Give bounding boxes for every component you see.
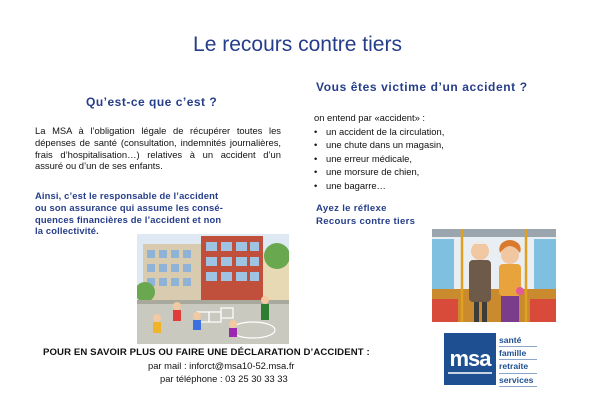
logo-word: famille <box>499 347 537 360</box>
reflexe-callout <box>316 203 415 228</box>
msa-logo <box>444 333 569 385</box>
logo-word: retraite <box>499 360 537 373</box>
accident-list <box>314 125 444 192</box>
bullet-icon: • <box>314 166 318 178</box>
bus-passengers-illustration <box>432 229 556 322</box>
msa-logo-words <box>499 334 537 387</box>
left-emphasis <box>35 190 283 237</box>
emphasis-line: la collectivité. <box>35 225 99 237</box>
list-item: • une erreur médicale, <box>314 152 412 164</box>
left-heading: Qu’est-ce que c’est ? <box>86 95 218 109</box>
contact-phone[interactable]: par téléphone : 03 25 30 33 33 <box>160 373 288 384</box>
list-item: • un accident de la circulation, <box>314 126 445 137</box>
page-title: Le recours contre tiers <box>193 33 402 56</box>
footer-heading: POUR EN SAVOIR PLUS OU FAIRE UNE DÉCLARATION D’ACCIDENT : <box>43 347 370 358</box>
logo-word: services <box>499 374 537 387</box>
reflexe-line: Ayez le réflexe <box>316 203 387 214</box>
reflexe-line: Recours contre tiers <box>316 215 416 227</box>
left-paragraph: La MSA à l’obligation légale de récupérer toutes les dépenses de santé (consultation, indemnités journalières, frais d’hospitalisation…) relatives à un accident d’un assuré ou d’un de ses enfants. <box>35 125 281 172</box>
msa-logo-mark <box>444 333 496 385</box>
bullet-icon: • <box>314 152 318 164</box>
contact-email[interactable]: par mail : inforct@msa10-52.msa.fr <box>148 360 295 371</box>
emphasis-line: Ainsi, c’est le responsable de l’accident <box>35 190 219 201</box>
list-item: • une bagarre… <box>314 179 386 191</box>
emphasis-line: quences financières de l’accident et non <box>35 213 222 225</box>
accident-intro: on entend par «accident» : <box>314 112 426 123</box>
right-heading: Vous êtes victime d’un accident ? <box>316 80 528 94</box>
school-playground-illustration <box>137 234 289 344</box>
bullet-icon: • <box>314 126 318 137</box>
bullet-icon: • <box>314 139 318 151</box>
logo-word: santé <box>499 334 537 347</box>
list-item: • une chute dans un magasin, <box>314 139 444 151</box>
bullet-icon: • <box>314 179 318 191</box>
emphasis-line: ou son assurance qui assume les consé- <box>35 201 224 213</box>
msa-logo-glyph <box>444 333 496 385</box>
list-item: • une morsure de chien, <box>314 166 420 178</box>
msa-logo-letters: msa <box>449 346 491 371</box>
